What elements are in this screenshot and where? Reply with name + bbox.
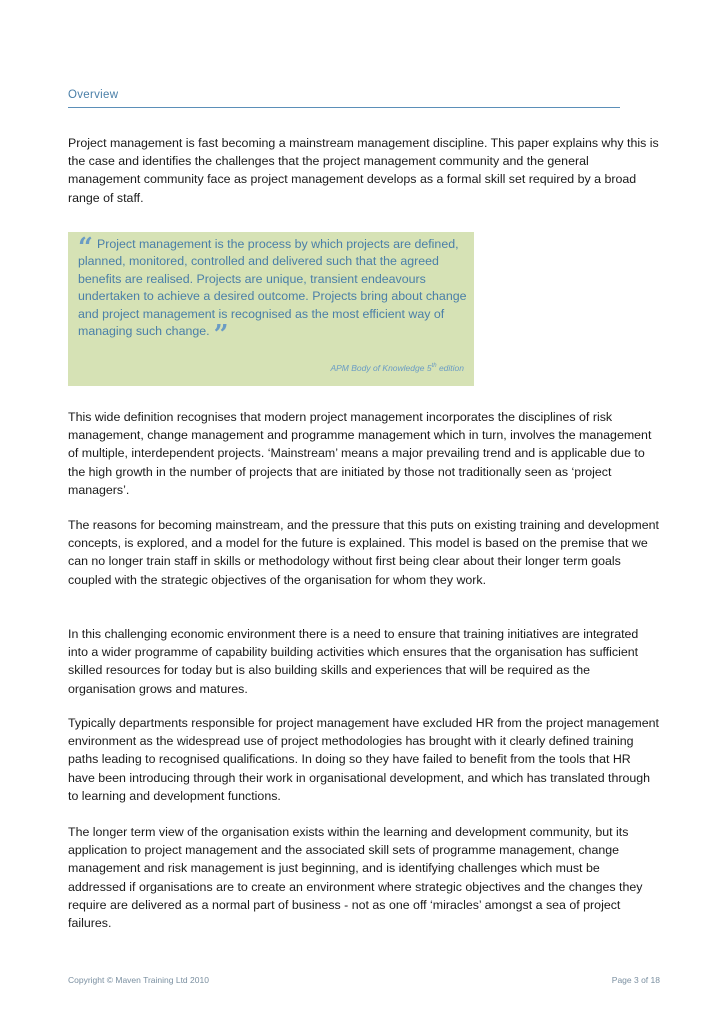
footer-copyright: Copyright © Maven Training Ltd 2010 — [68, 975, 209, 985]
body-paragraph: In this challenging economic environment there is a need to ensure that training initiatives are integrated into a wider programme of capability building activities which ensures that the organisation has sufficient skilled resources for today but is also building skills and experiences that will be required as the organisation grows and matures. — [68, 627, 639, 696]
body-paragraph: Typically departments responsible for project management have excluded HR from the project management environment as the widespread use of project methodologies has brought with it clearly defined training paths leading to recognised qualifications. In doing so they have failed to benefit from the tools that HR have been introducing through their work in organisational development, and which has translated through to learning and development functions. — [68, 716, 659, 803]
section-heading: Overview — [68, 89, 119, 101]
quote-box — [68, 232, 474, 386]
body-paragraph: The reasons for becoming mainstream, and the pressure that this puts on existing training and development concepts, is explored, and a model for the future is explained. This model is based on the premise that we can no longer train staff in skills or methodology without first being clear about their longer term goals coupled with the strategic objectives of the organisation for whom they work. — [68, 518, 659, 587]
footer-page-number: Page 3 of 18 — [611, 975, 660, 985]
intro-paragraph: Project management is fast becoming a mainstream management discipline. This paper explains why this is the case and identifies the challenges that the project management community and the general management community face as project management develops as a formal skill set required by a broad range of staff. — [68, 136, 659, 205]
heading-rule — [68, 107, 620, 108]
attribution-edition: edition — [436, 363, 464, 373]
quote — [78, 233, 473, 351]
close-quote-mark: ” — [213, 320, 229, 351]
quote-text: Project management is the process by which projects are defined, planned, monitored, controlled and delivered such that the agreed benefits are realised. Projects are unique, transient endeavours undertaken to achieve a desired outcome. Projects bring about change and project management is recognised as the most efficient way of managing such change. — [78, 237, 467, 339]
attribution-superscript: th — [431, 363, 437, 370]
body-paragraph: The longer term view of the organisation exists within the learning and development community, but its application to project management and the associated skill sets of programme management, change management and risk management is just beginning, and is identifying challenges which must be addressed if organisations are to create an environment where strategic objectives and the changes they require are delivered as a normal part of business - not as one off ‘miracles’ amongst a sea of project failures. — [68, 825, 643, 931]
attribution-title: APM Body of Knowledge 5 — [330, 363, 432, 373]
body-paragraph: This wide definition recognises that modern project management incorporates the disciplines of risk management, change management and programme management which in turn, involves the management of multiple, interdependent projects. ‘Mainstream’ means a major prevailing trend and is applicable due to the high growth in the number of projects that are initiated by those not traditionally seen as ‘project managers’. — [68, 410, 652, 497]
quote-attribution — [330, 363, 464, 373]
open-quote-mark: “ — [78, 233, 93, 263]
